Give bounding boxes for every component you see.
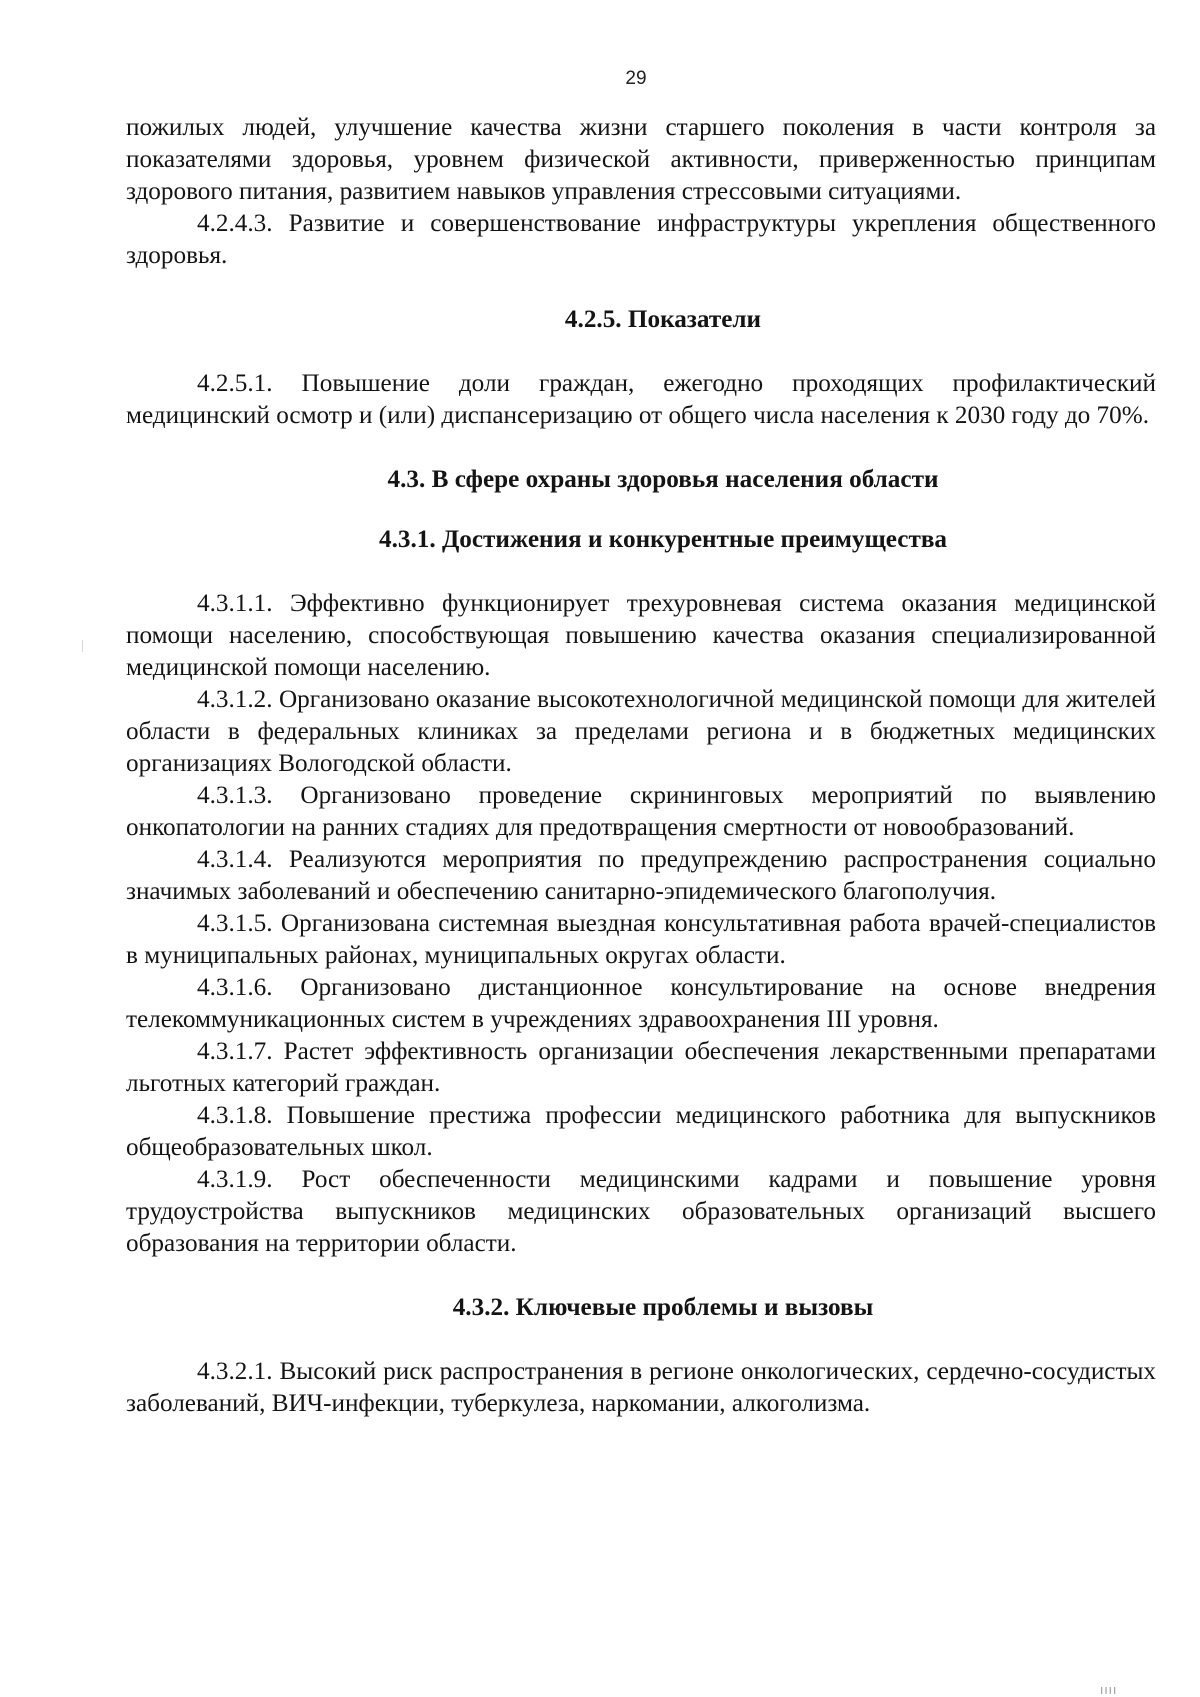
paragraph-4-3-1-2: 4.3.1.2. Организовано оказание высокотехнологичной медицинской помощи для жителей области в федеральных клиниках за пределами региона и в бюджетных медицинских организациях Вологодской области. xyxy=(126,686,1156,777)
paragraph-4-3-1-7: 4.3.1.7. Растет эффективность организации обеспечения лекарственными препаратами льготных категорий граждан. xyxy=(126,1038,1156,1097)
paragraph-4-3-1-3: 4.3.1.3. Организовано проведение скрининговых мероприятий по выявлению онкопатологии на ранних стадиях для предотвращения смертности от новообразований. xyxy=(126,782,1156,841)
paragraph-4-3-1-8: 4.3.1.8. Повышение престижа профессии медицинского работника для выпускников общеобразовательных школ. xyxy=(126,1102,1156,1161)
scan-edge-mark: ıııı xyxy=(1100,1683,1118,1697)
paragraph-4-3-1-9: 4.3.1.9. Рост обеспеченности медицинскими кадрами и повышение уровня трудоустройства выпускников медицинских образовательных организаций высшего образования на территории области. xyxy=(126,1166,1156,1257)
heading-4-3: 4.3. В сфере охраны здоровья населения области xyxy=(387,466,939,493)
heading-4-3-1: 4.3.1. Достижения и конкурентные преимущества xyxy=(378,526,948,553)
paragraph-4-2-4-3: 4.2.4.3. Развитие и совершенствование инфраструктуры укрепления общественного здоровья. xyxy=(126,210,1156,269)
heading-4-2-5: 4.2.5. Показатели xyxy=(564,306,762,333)
paragraph-4-3-1-6: 4.3.1.6. Организовано дистанционное консультирование на основе внедрения телекоммуникационных систем в учреждениях здравоохранения III уровня. xyxy=(126,974,1156,1033)
scan-margin-speck xyxy=(82,640,83,652)
paragraph-4-3-2-1: 4.3.2.1. Высокий риск распространения в регионе онкологических, сердечно-сосудистых заболеваний, ВИЧ-инфекции, туберкулеза, наркомании, алкоголизма. xyxy=(126,1358,1156,1417)
page-content xyxy=(126,112,1156,1420)
paragraph-4-2-5-1: 4.2.5.1. Повышение доли граждан, ежегодно проходящих профилактический медицинский осмотр и (или) диспансеризацию от общего числа населения к 2030 году до 70%. xyxy=(126,370,1156,429)
paragraph-4-3-1-4: 4.3.1.4. Реализуются мероприятия по предупреждению распространения социально значимых заболеваний и обеспечению санитарно-эпидемического благополучия. xyxy=(126,846,1156,905)
paragraph-4-3-1-5: 4.3.1.5. Организована системная выездная консультативная работа врачей-специалистов в муниципальных районах, муниципальных округах области. xyxy=(126,910,1156,969)
paragraph-4-3-1-1: 4.3.1.1. Эффективно функционирует трехуровневая система оказания медицинской помощи населению, способствующая повышению качества оказания специализированной медицинской помощи населению. xyxy=(126,590,1156,681)
paragraph-continued: пожилых людей, улучшение качества жизни старшего поколения в части контроля за показателями здоровья, уровнем физической активности, приверженностью принципам здорового питания, развитием навыков управления стрессовыми ситуациями. xyxy=(126,114,1156,205)
heading-4-3-2: 4.3.2. Ключевые проблемы и вызовы xyxy=(452,1294,874,1321)
page-number: 29 xyxy=(625,68,647,89)
